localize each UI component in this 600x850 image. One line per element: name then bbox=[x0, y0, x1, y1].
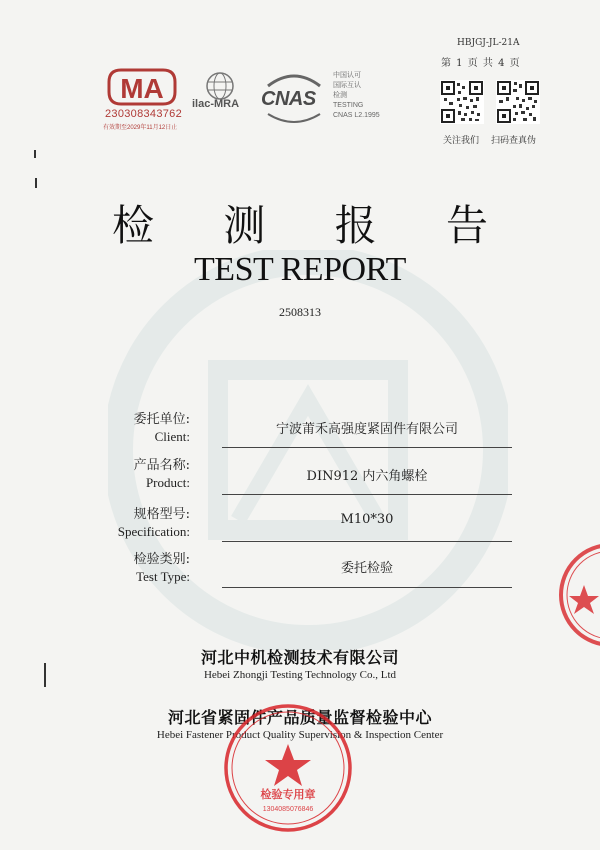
cma-mark-icon bbox=[107, 68, 177, 106]
cma-validity: 有效期至2029年11月12日止 bbox=[103, 125, 178, 131]
cnas-label: CNAS bbox=[261, 88, 316, 110]
cnas-info-line: 国际互认 bbox=[333, 82, 361, 89]
report-title-cn: 检 测 报 告 bbox=[111, 201, 517, 250]
client-label-en: Client: bbox=[154, 429, 190, 444]
svg-text:MA: MA bbox=[120, 73, 164, 104]
cma-logo bbox=[103, 68, 183, 136]
product-label-en: Product: bbox=[145, 475, 190, 490]
ilac-mra-logo bbox=[190, 70, 250, 128]
center-name-en: Hebei Fastener Product Quality Supervision & Inspection Center bbox=[156, 729, 444, 741]
issuer-name-en: Hebei Zhongji Testing Technology Co., Ltd bbox=[203, 669, 397, 681]
edge-seal-icon bbox=[556, 540, 600, 650]
inspection-stamp-icon bbox=[222, 702, 354, 834]
client-label-cn: 委托单位: bbox=[133, 412, 190, 427]
report-number: 2508313 bbox=[279, 305, 321, 319]
product-value: DIN912 内六角螺栓 bbox=[306, 469, 428, 484]
cma-number: 230308343762 bbox=[105, 108, 183, 120]
cnas-logo bbox=[258, 70, 330, 128]
product-label bbox=[108, 457, 190, 491]
product-label-cn: 产品名称: bbox=[133, 458, 190, 473]
client-underline bbox=[222, 447, 512, 448]
globe-icon bbox=[200, 70, 260, 100]
qr-label-follow: 关注我们 bbox=[443, 136, 480, 146]
cnas-info-line: CNAS L2.1995 bbox=[333, 112, 380, 119]
client-value: 宁波莆禾高强度紧固件有限公司 bbox=[275, 422, 458, 437]
cnas-info-line: TESTING bbox=[333, 102, 364, 109]
scan-edge-mark bbox=[44, 663, 46, 687]
stamp-number: 1304085076846 bbox=[262, 806, 314, 813]
test-type-underline bbox=[222, 587, 512, 588]
test-type-label bbox=[108, 551, 190, 585]
page-count: 第 1 页 共 4 页 bbox=[441, 58, 521, 69]
test-type-value: 委托检验 bbox=[340, 561, 393, 576]
ilac-label: ilac-MRA bbox=[192, 98, 240, 110]
form-code: HBJGJ-JL-21A bbox=[457, 38, 520, 48]
cnas-info bbox=[333, 71, 380, 121]
cnas-info-line: 检测 bbox=[333, 92, 347, 99]
qr-label-verify: 扫码查真伪 bbox=[491, 136, 537, 146]
center-name-cn: 河北省紧固件产品质量监督检验中心 bbox=[167, 708, 432, 727]
test-type-label-en: Test Type: bbox=[136, 569, 190, 584]
specification-label-en: Specification: bbox=[117, 524, 190, 539]
specification-value: M10*30 bbox=[340, 512, 394, 527]
stamp-center-text: 检验专用章 bbox=[260, 788, 316, 801]
specification-underline bbox=[222, 541, 512, 542]
client-label bbox=[108, 411, 190, 445]
specification-label-cn: 规格型号: bbox=[133, 507, 190, 522]
test-type-label-cn: 检验类别: bbox=[133, 552, 190, 567]
product-underline bbox=[222, 494, 512, 495]
specification-label bbox=[108, 506, 190, 540]
scan-edge-mark bbox=[34, 150, 36, 158]
qr-code-follow-icon[interactable] bbox=[440, 80, 484, 124]
report-title-en: TEST REPORT bbox=[194, 251, 406, 288]
qr-code-verify-icon[interactable] bbox=[496, 80, 540, 124]
scan-edge-mark bbox=[35, 178, 37, 188]
cnas-info-line: 中国认可 bbox=[333, 72, 361, 79]
issuer-name-cn: 河北中机检测技术有限公司 bbox=[200, 648, 399, 667]
